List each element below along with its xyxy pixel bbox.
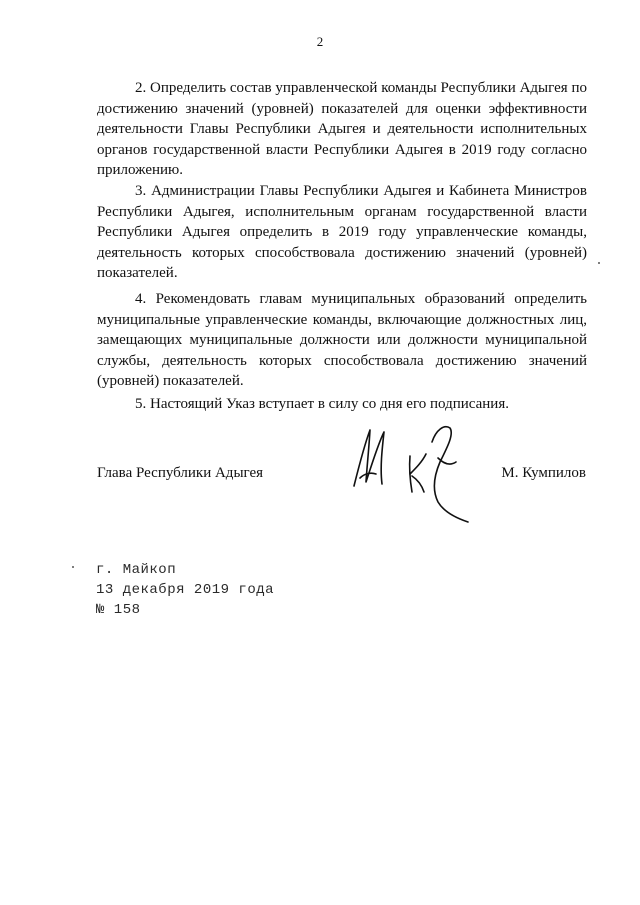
signer-title: Глава Республики Адыгея: [97, 465, 264, 481]
stamp-city: г. Майкоп: [96, 562, 177, 578]
paragraph-3: 3. Администрации Главы Республики Адыгея и Кабинета Министров Республики Адыгея, исполнительным органам государственной власти Республики Адыгея определить в 2019 году управленческие команды, деятельность которых способствовала достижению значений (уровней) показателей.: [97, 183, 587, 282]
paragraph-4: 4. Рекомендовать главам муниципальных образований определить муниципальные управленческие команды, включающие должностных лиц, замещающих муниципальные должности или должности муниципальной службы, деятельность которых способствовала достижению значений (уровней) показателей.: [97, 291, 587, 390]
handwritten-signature: [340, 418, 480, 530]
paragraph-5: 5. Настоящий Указ вступает в силу со дня его подписания.: [135, 396, 509, 412]
paragraph-2: 2. Определить состав управленческой команды Республики Адыгея по достижению значений (уровней) показателей для оценки эффективности деятельности Главы Республики Адыгея и деятельности исполнительных органов государственной власти Республики Адыгея в 2019 году согласно приложению.: [97, 80, 587, 179]
scan-speck: [72, 566, 74, 568]
stamp-number: № 158: [96, 602, 141, 618]
scan-speck: [598, 262, 600, 264]
stamp-date: 13 декабря 2019 года: [96, 582, 275, 598]
page-number: 2: [316, 34, 324, 49]
signer-name: М. Кумпилов: [501, 465, 586, 481]
